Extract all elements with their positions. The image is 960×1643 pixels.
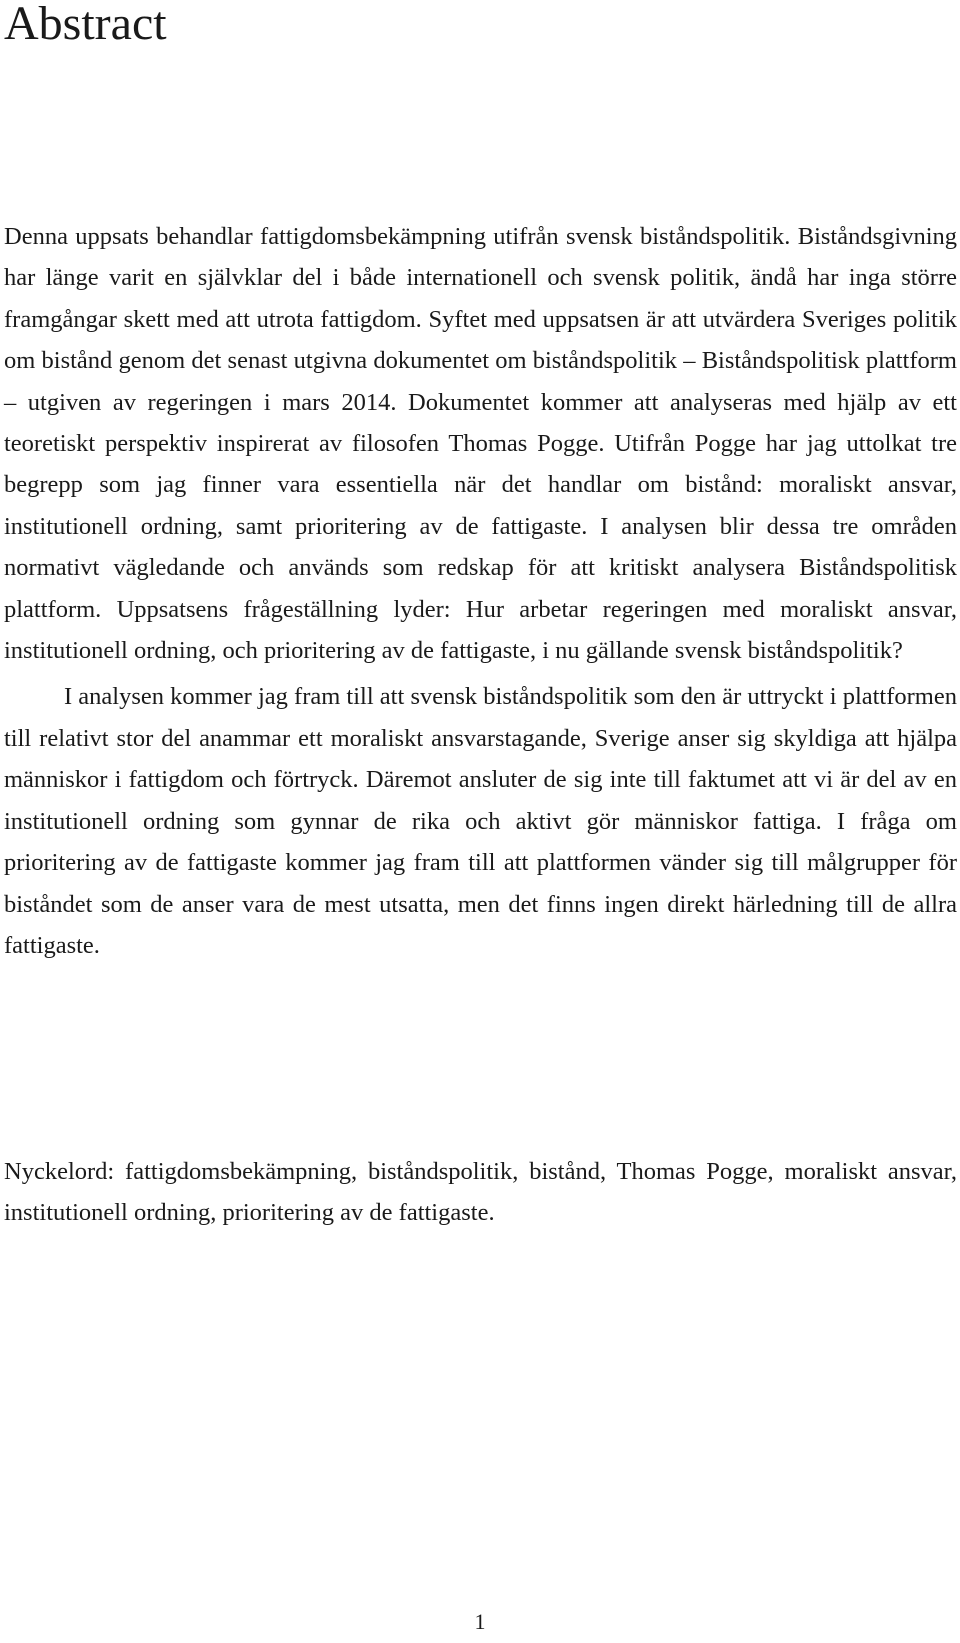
abstract-paragraph-1: Denna uppsats behandlar fattigdomsbekämpning utifrån svensk biståndspolitik. Biståndsgivning har länge varit en självklar del i både internationell och svensk politik, ändå har inga större framgångar skett med att utrota fattigdom. Syftet med uppsatsen är att utvärdera Sveriges politik om bistånd genom det senast utgivna dokumentet om biståndspolitik – Biståndspolitisk plattform – utgiven av regeringen i mars 2014. Dokumentet kommer att analyseras med hjälp av ett teoretiskt perspektiv inspirerat av filosofen Thomas Pogge. Utifrån Pogge har jag uttolkat tre begrepp som jag finner vara essentiella när det handlar om bistånd: moraliskt ansvar, institutionell ordning, samt prioritering av de fattigaste. I analysen blir dessa tre områden normativt vägledande och används som redskap för att kritiskt analysera Biståndspolitisk plattform. Uppsatsens frågeställning lyder: Hur arbetar regeringen med moraliskt ansvar, institutionell ordning, och prioritering av de fattigaste, i nu gällande svensk biståndspolitik? xyxy=(4,223,957,665)
abstract-body xyxy=(4,216,957,966)
keywords-paragraph: Nyckelord: fattigdomsbekämpning, biståndspolitik, bistånd, Thomas Pogge, moraliskt ansvar, institutionell ordning, prioritering av de fattigaste. xyxy=(4,1158,957,1227)
page-number: 1 xyxy=(474,1609,486,1634)
page-title: Abstract xyxy=(4,0,167,50)
abstract-paragraph-2: I analysen kommer jag fram till att svensk biståndspolitik som den är uttryckt i plattformen till relativt stor del anammar ett moraliskt ansvarstagande, Sverige anser sig skyldiga att hjälpa människor i fattigdom och förtryck. Däremot ansluter de sig inte till faktumet att vi är del av en institutionell ordning som gynnar de rika och aktivt gör människor fattiga. I fråga om prioritering av de fattigaste kommer jag fram till att plattformen vänder sig till målgrupper för biståndet som de anser vara de mest utsatta, men det finns ingen direkt härledning till de allra fattigaste. xyxy=(4,683,957,959)
